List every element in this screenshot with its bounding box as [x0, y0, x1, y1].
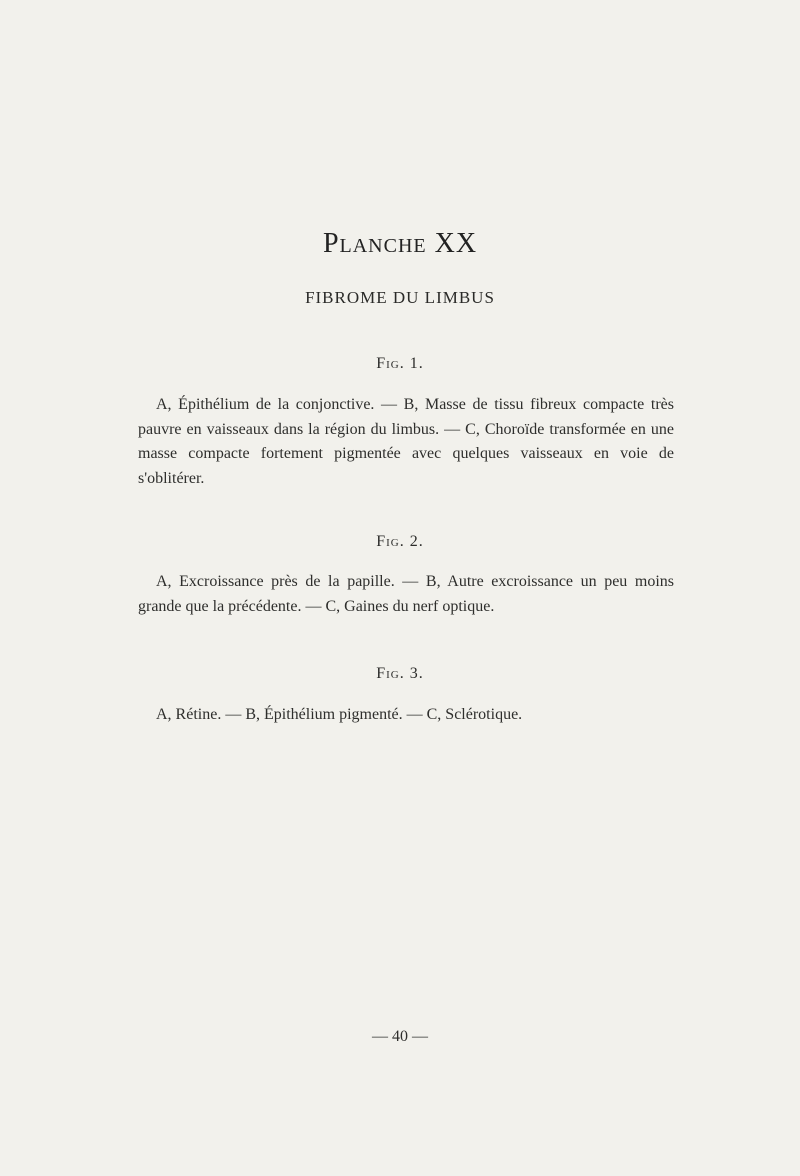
figure-3-heading: Fig. 3.: [376, 665, 424, 682]
figure-3-description: A, Rétine. — B, Épithélium pigmenté. — C, Sclérotique.: [156, 706, 523, 723]
figure-2-description: A, Excroissance près de la papille. — B, Autre excroissance un peu moins grande que la précédente. — C, Gaines du nerf optique.: [138, 573, 674, 615]
plate-subtitle: FIBROME DU LIMBUS: [305, 288, 495, 307]
figure-2-heading: Fig. 2.: [376, 533, 424, 550]
figure-1-description: A, Épithélium de la conjonctive. — B, Masse de tissu fibreux compacte très pauvre en vaisseaux dans la région du limbus. — C, Choroïde transformée en une masse compacte fortement pigmentée avec quelques vaisseaux en voie de s'oblitérer.: [138, 396, 674, 487]
page-number: — 40 —: [372, 1028, 428, 1045]
plate-title: Planche XX: [322, 228, 478, 259]
figure-1-heading: Fig. 1.: [376, 355, 424, 372]
